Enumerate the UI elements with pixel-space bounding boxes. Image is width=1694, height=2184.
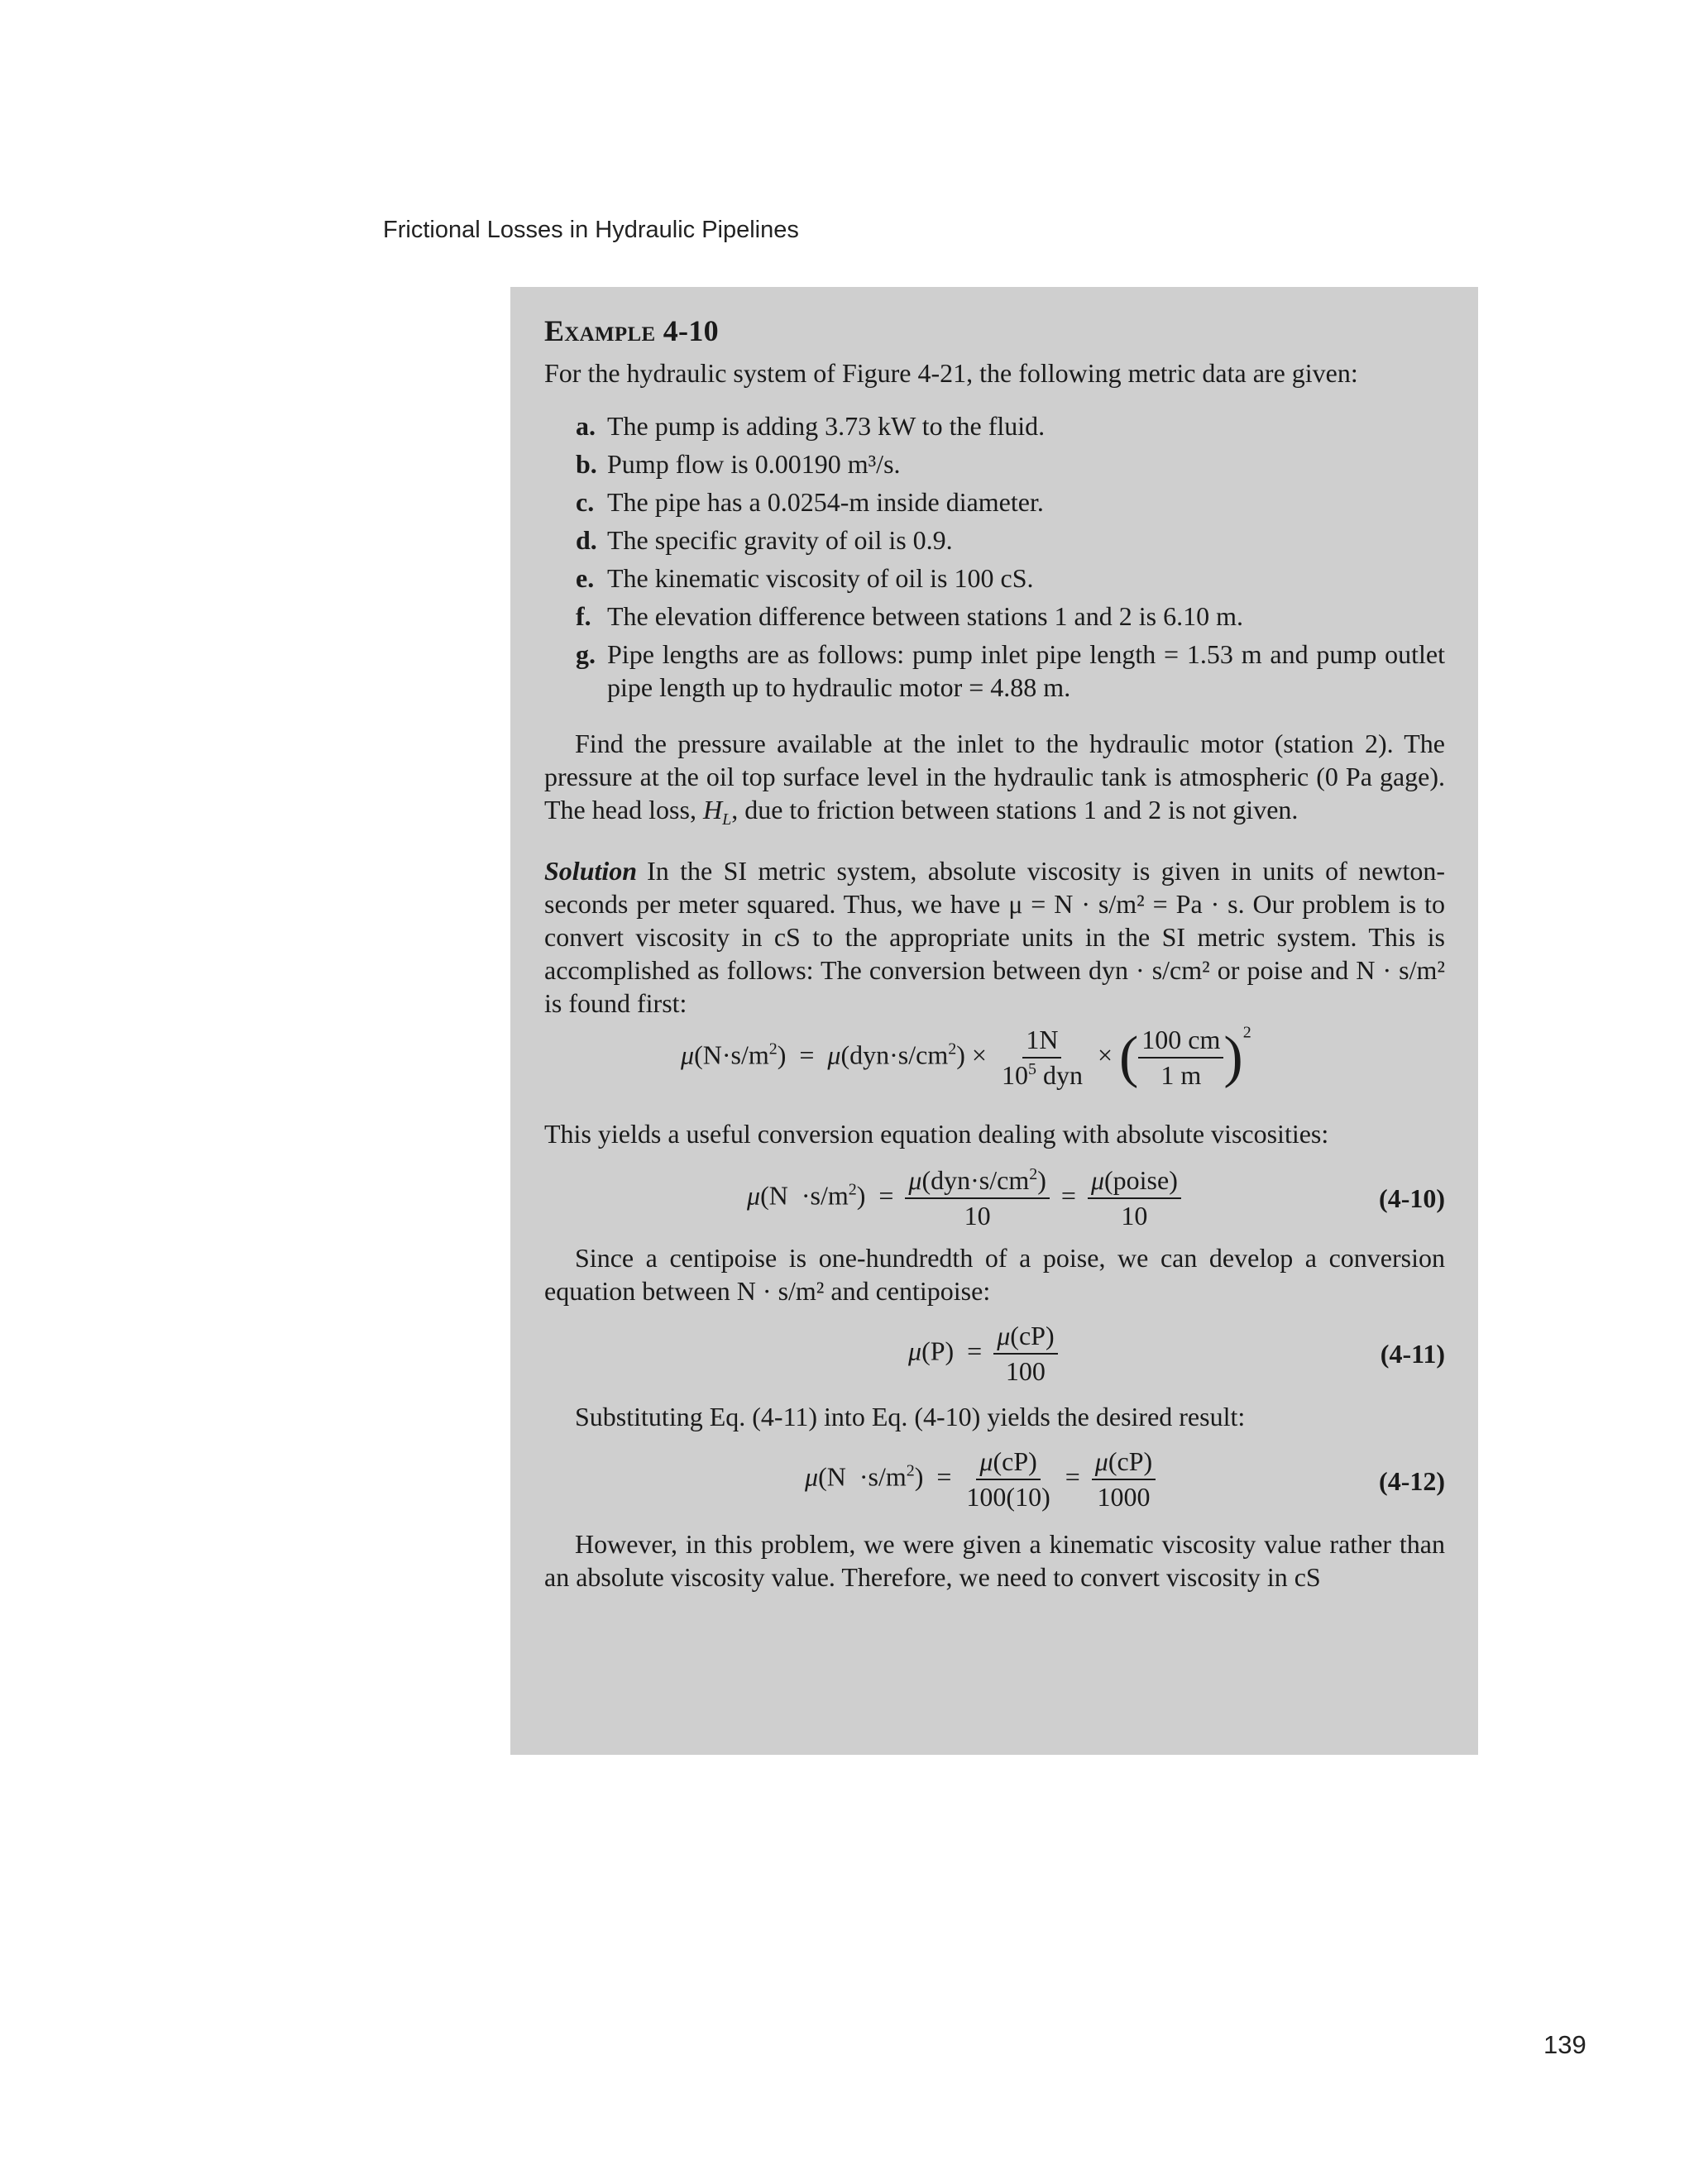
conversion-equation: $\mu(N\cdot s/m^2) = \mu(dyn\cdot s/cm^2)$ × $\frac{1N}{10^5 dyn}$ × ( $\frac{100 cm}{1 m}$ )$^2$ xyxy=(681,1023,1251,1090)
find-paragraph: Find the pressure available at the inlet to the hydraulic motor (station 2). The pressure at the oil top surface level in the hydraulic tank is atmospheric (0 Pa gage). The head loss, $H_L$, due to friction between stations 1 and 2 is not given. xyxy=(544,729,1445,829)
running-head: Frictional Losses in Hydraulic Pipelines xyxy=(383,217,799,243)
equation-4-11: μ(P) = $\frac{\mu(cP)}{100}$ (4-11) xyxy=(908,1321,1445,1386)
list-item: g. Pipe lengths are as follows: pump inlet pipe length = 1.53 m and pump outlet pipe length up to hydraulic motor = 4.88 m. xyxy=(576,639,1445,702)
given-data-list xyxy=(544,409,1445,704)
list-item: e. The kinematic viscosity of oil is 100 cS. xyxy=(576,563,1034,593)
equation-4-10: $\mu(N \cdot s/m^2)$ = $\frac{\mu(dyn\cdot s/cm^2)}{10}$ = $\frac{\text{μ(poise)}}{10}$ (4-10) xyxy=(747,1165,1445,1231)
equation-tag: (4-10) xyxy=(1379,1183,1445,1213)
equation-4-12: $\mu(N \cdot s/m^2)$ = $\frac{\mu(cP)}{100(10)}$ = $\frac{\mu(cP)}{1000}$ (4-12) xyxy=(805,1446,1445,1512)
example-title-number: 4-10 xyxy=(663,314,719,347)
page-number: 139 xyxy=(1543,2030,1586,2059)
equation-tag: (4-12) xyxy=(1379,1466,1445,1496)
solution-label: Solution xyxy=(544,856,638,886)
example-intro: For the hydraulic system of Figure 4-21, the following metric data are given: xyxy=(544,358,1358,388)
example-title-word: Example xyxy=(544,314,656,347)
list-item: a. The pump is adding 3.73 kW to the fluid. xyxy=(576,411,1046,441)
substituting-paragraph: Substituting Eq. (4-11) into Eq. (4-10) yields the desired result: xyxy=(575,1402,1246,1431)
list-item: c. The pipe has a 0.0254-m inside diameter. xyxy=(576,487,1044,517)
solution-paragraph: Solution In the SI metric system, absolute viscosity is given in units of newton-seconds per meter squared. Thus, we have μ = N · s/m² = Pa · s. Our problem is to convert viscosity in cS to the appropriate units in the SI metric system. This is accomplished as follows: The conversion between dyn · s/cm² or poise and N · s/m² is found first: xyxy=(544,856,1445,1018)
after-eq1-text: This yields a useful conversion equation dealing with absolute viscosities: xyxy=(544,1119,1329,1149)
example-box xyxy=(510,287,1478,1755)
centipoise-paragraph: Since a centipoise is one-hundredth of a poise, we can develop a conversion equation between N · s/m² and centipoise: xyxy=(544,1243,1445,1306)
list-item: b. Pump flow is 0.00190 m³/s. xyxy=(576,449,901,479)
list-item: f. The elevation difference between stations 1 and 2 is 6.10 m. xyxy=(576,601,1243,631)
closing-paragraph: However, in this problem, we were given a kinematic viscosity value rather than an absolute viscosity value. Therefore, we need to convert viscosity in cS xyxy=(544,1529,1445,1592)
equation-tag: (4-11) xyxy=(1380,1339,1445,1369)
example-title xyxy=(544,313,1445,348)
list-item: d. The specific gravity of oil is 0.9. xyxy=(576,525,953,555)
